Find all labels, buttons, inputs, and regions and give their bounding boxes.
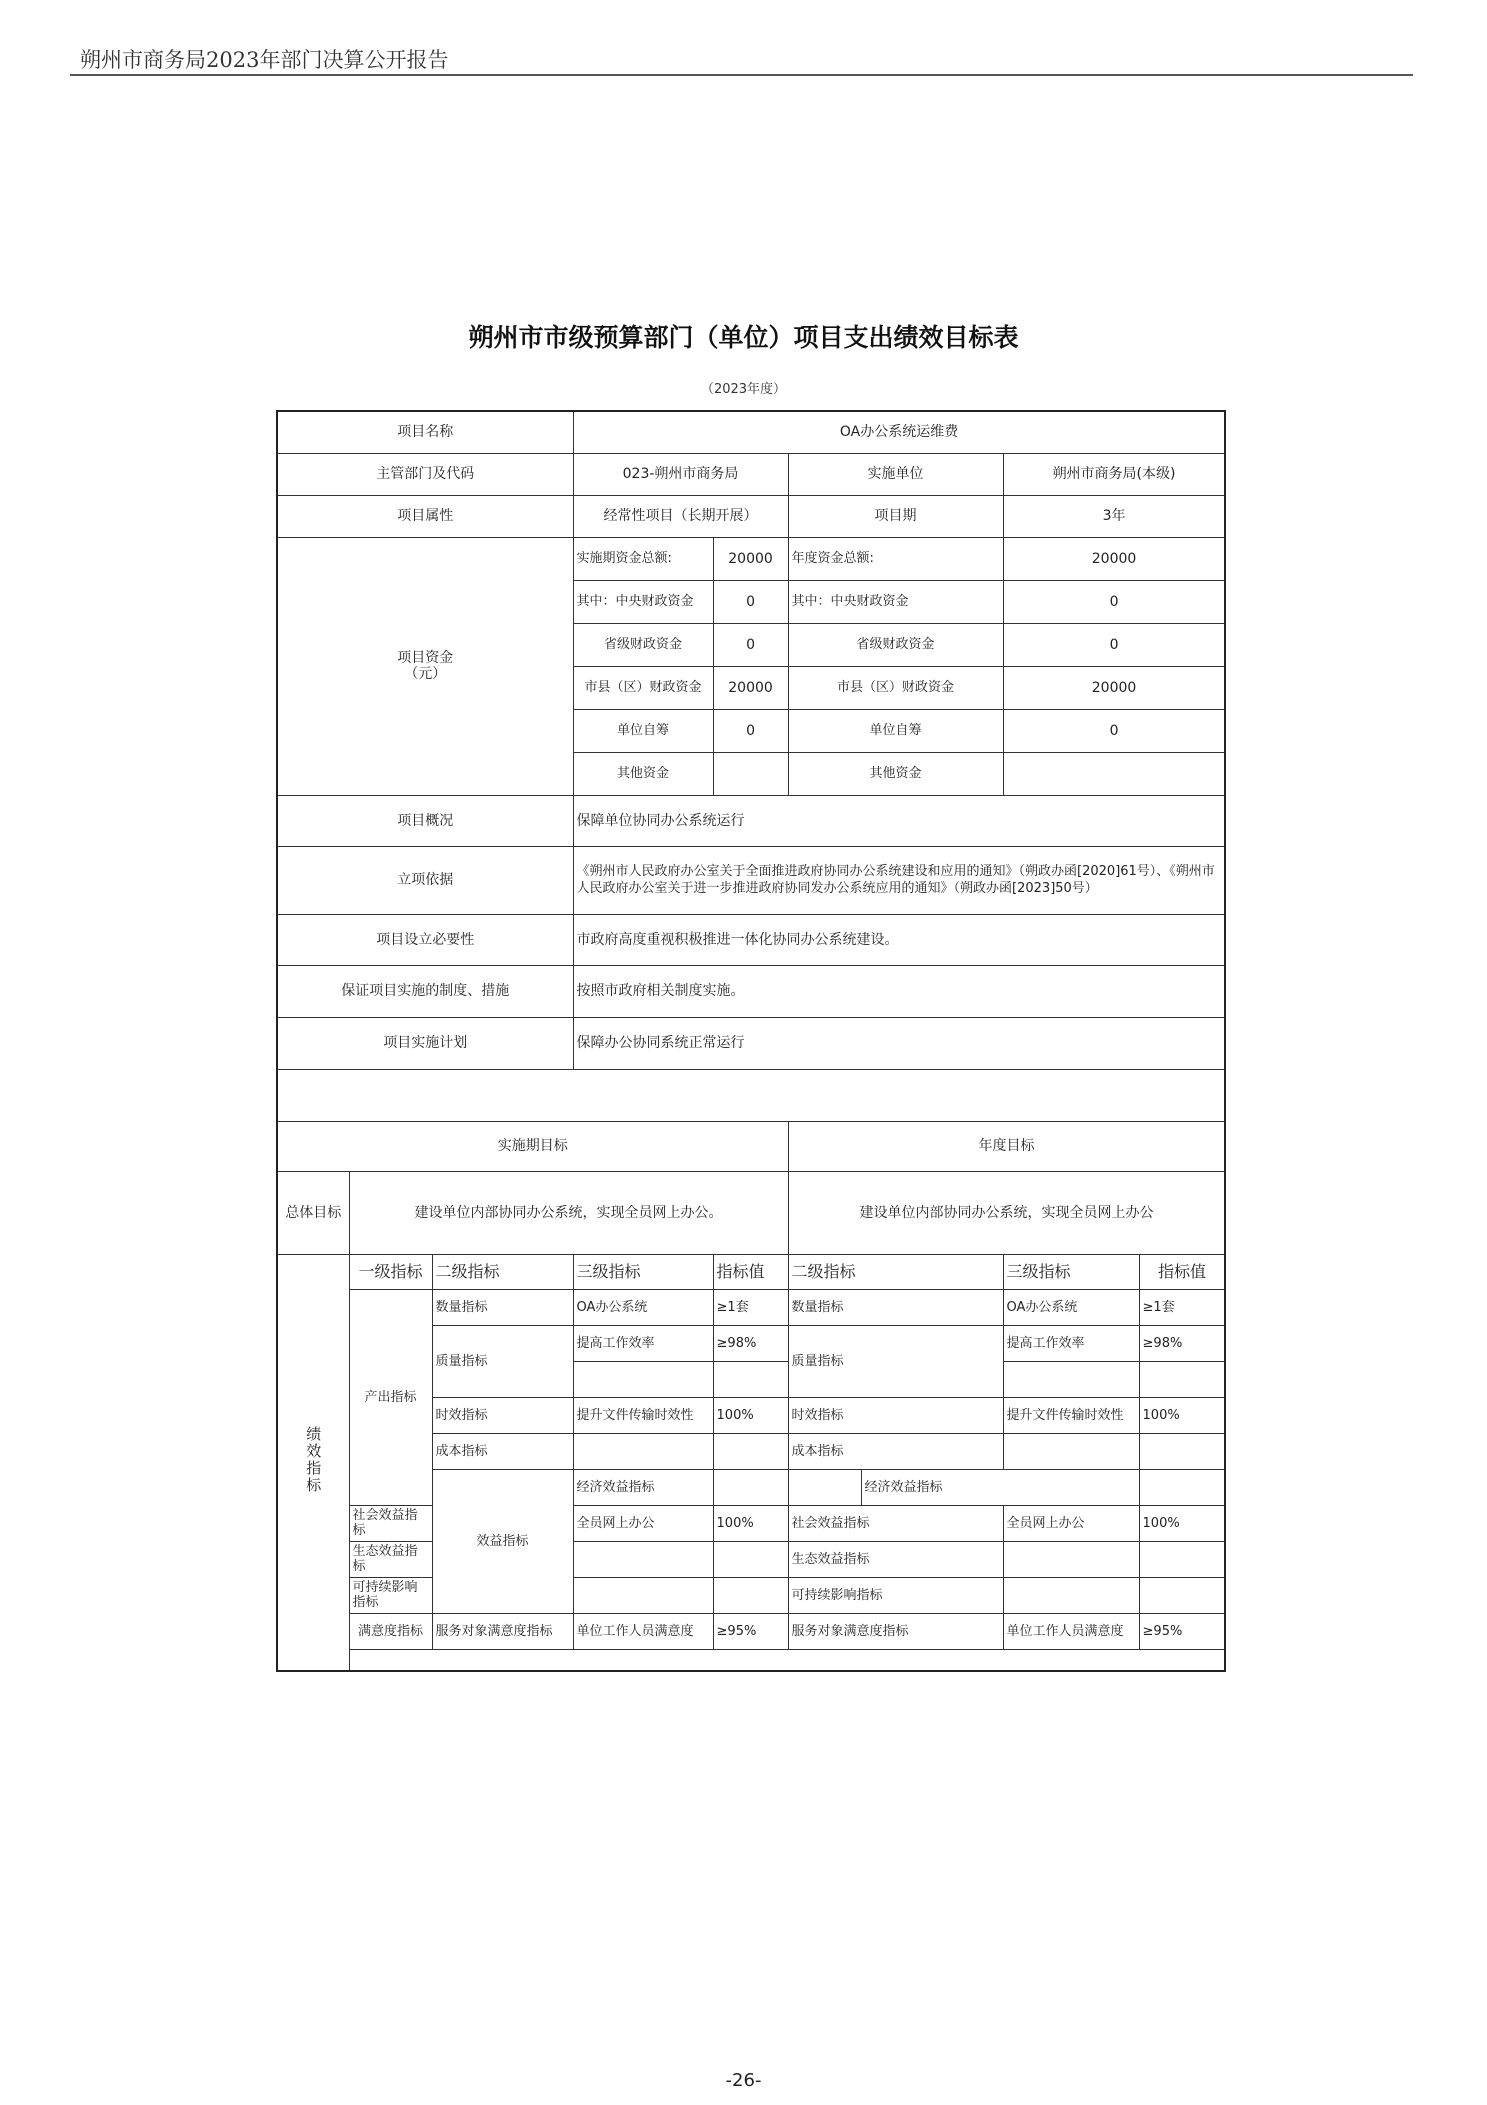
ecological-p3	[573, 1541, 713, 1577]
fund-value-total-annual: 20000	[1003, 537, 1225, 580]
row-overall-goal	[277, 1171, 1225, 1254]
period-goal-header: 实施期目标	[277, 1121, 788, 1171]
plan-label: 项目实施计划	[277, 1017, 573, 1069]
indicator-row-sustainable	[277, 1577, 1225, 1613]
project-name-value: OA办公系统运维费	[573, 411, 1225, 453]
indicators-side-text: 绩效指标	[304, 1426, 323, 1495]
fund-label-central: 其中：中央财政资金	[573, 580, 713, 623]
timeliness-p3: 提升文件传输时效性	[573, 1397, 713, 1433]
quantity-a3: OA办公系统	[1003, 1289, 1139, 1325]
row-measures	[277, 965, 1225, 1017]
measures-value: 按照市政府相关制度实施。	[573, 965, 1225, 1017]
social-a2: 社会效益指标	[788, 1505, 1003, 1541]
timeliness-pv: 100%	[713, 1397, 788, 1433]
quality-p2: 质量指标	[432, 1325, 573, 1397]
row-basis	[277, 846, 1225, 914]
sustainable-a3	[1003, 1577, 1139, 1613]
indicator-row-quantity	[277, 1289, 1225, 1325]
fund-label-central-annual: 其中：中央财政资金	[788, 580, 1003, 623]
impl-unit-label: 实施单位	[788, 453, 1003, 495]
ecological-a3	[1003, 1541, 1139, 1577]
fund-value-provincial-annual: 0	[1003, 623, 1225, 666]
row-plan	[277, 1017, 1225, 1069]
row-goal-headers	[277, 1121, 1225, 1171]
basis-value: 《朔州市人民政府办公室关于全面推进政府协同办公系统建设和应用的通知》（朔政办函[2020]61号）、《朔州市人民政府办公室关于进一步推进政府协同发办公系统应用的通知》（朔政办函[2023]50号）	[573, 846, 1225, 914]
quality-av: ≥98%	[1139, 1325, 1225, 1361]
timeliness-av: 100%	[1139, 1397, 1225, 1433]
attr-value: 经常性项目（长期开展）	[573, 495, 788, 537]
col-value-period: 指标值	[713, 1254, 788, 1289]
indicator-row-satisfaction	[277, 1613, 1225, 1649]
blank-cell	[277, 1069, 1225, 1121]
economic-p3	[713, 1469, 788, 1505]
social-a3: 全员网上办公	[1003, 1505, 1139, 1541]
fund-value-self-annual: 0	[1003, 709, 1225, 752]
dept-label: 主管部门及代码	[277, 453, 573, 495]
row-overview	[277, 795, 1225, 846]
annual-goal-header: 年度目标	[788, 1121, 1225, 1171]
fund-label-provincial-annual: 省级财政资金	[788, 623, 1003, 666]
necessity-label: 项目设立必要性	[277, 914, 573, 965]
social-p3: 全员网上办公	[573, 1505, 713, 1541]
quality-a3: 提高工作效率	[1003, 1325, 1139, 1361]
indicator-row-social	[277, 1505, 1225, 1541]
sustainable-p2: 可持续影响指标	[349, 1577, 432, 1613]
fund-label-other-annual: 其他资金	[788, 752, 1003, 795]
cost-p3	[573, 1433, 713, 1469]
satisfaction-pv: ≥95%	[713, 1613, 788, 1649]
page-number: -26-	[725, 2070, 762, 2091]
quality-p3: 提高工作效率	[573, 1325, 713, 1361]
sustainable-av	[1139, 1577, 1225, 1613]
necessity-value: 市政府高度重视积极推进一体化协同办公系统建设。	[573, 914, 1225, 965]
col-level3-period: 三级指标	[573, 1254, 713, 1289]
document-title: 朔州市市级预算部门（单位）项目支出绩效目标表	[468, 323, 1019, 352]
funds-label-line1: 项目资金	[397, 650, 454, 666]
fund-value-other-annual	[1003, 752, 1225, 795]
measures-label: 保证项目实施的制度、措施	[277, 965, 573, 1017]
col-level3-annual: 三级指标	[1003, 1254, 1139, 1289]
quantity-pv: ≥1套	[713, 1289, 788, 1325]
quality-pv: ≥98%	[713, 1325, 788, 1361]
sustainable-a2: 可持续影响指标	[788, 1577, 1003, 1613]
fund-value-provincial: 0	[713, 623, 788, 666]
satisfaction-av: ≥95%	[1139, 1613, 1225, 1649]
col-value-annual: 指标值	[1139, 1254, 1225, 1289]
cost-p2: 成本指标	[432, 1433, 573, 1469]
attr-label: 项目属性	[277, 495, 573, 537]
period-label: 项目期	[788, 495, 1003, 537]
social-av: 100%	[1139, 1505, 1225, 1541]
period-goal-text: 建设单位内部协同办公系统，实现全员网上办公。	[349, 1171, 788, 1254]
row-blank	[277, 1069, 1225, 1121]
fund-label-total-annual: 年度资金总额:	[788, 537, 1003, 580]
annual-goal-text: 建设单位内部协同办公系统，实现全员网上办公	[788, 1171, 1225, 1254]
fund-label-self-annual: 单位自筹	[788, 709, 1003, 752]
fund-label-provincial: 省级财政资金	[573, 623, 713, 666]
basis-label: 立项依据	[277, 846, 573, 914]
fund-value-self: 0	[713, 709, 788, 752]
sustainable-pv	[713, 1577, 788, 1613]
satisfaction-p3: 单位工作人员满意度	[573, 1613, 713, 1649]
indicator-row-ecological	[277, 1541, 1225, 1577]
row-project-name	[277, 411, 1225, 453]
dept-value: 023-朔州市商务局	[573, 453, 788, 495]
table-end-cell	[349, 1649, 1225, 1671]
plan-value: 保障办公协同系统正常运行	[573, 1017, 1225, 1069]
sustainable-p3	[573, 1577, 713, 1613]
ecological-av	[1139, 1541, 1225, 1577]
satisfaction-p2: 服务对象满意度指标	[432, 1613, 573, 1649]
indicators-side-label	[277, 1254, 349, 1671]
economic-pv	[788, 1469, 861, 1505]
quantity-p3: OA办公系统	[573, 1289, 713, 1325]
funds-label	[277, 537, 573, 795]
ecological-a2: 生态效益指标	[788, 1541, 1003, 1577]
economic-a3	[1139, 1469, 1225, 1505]
fund-label-self: 单位自筹	[573, 709, 713, 752]
fund-value-municipal: 20000	[713, 666, 788, 709]
quality-blank-av	[1139, 1361, 1225, 1397]
funds-row	[277, 537, 1225, 580]
fund-value-municipal-annual: 20000	[1003, 666, 1225, 709]
col-level1: 一级指标	[349, 1254, 432, 1289]
quantity-av: ≥1套	[1139, 1289, 1225, 1325]
cost-av	[1139, 1433, 1225, 1469]
overview-value: 保障单位协同办公系统运行	[573, 795, 1225, 846]
group-benefit: 效益指标	[432, 1469, 573, 1613]
social-p2: 社会效益指标	[349, 1505, 432, 1541]
fund-value-central: 0	[713, 580, 788, 623]
economic-p2: 经济效益指标	[573, 1469, 713, 1505]
satisfaction-a3: 单位工作人员满意度	[1003, 1613, 1139, 1649]
timeliness-a2: 时效指标	[788, 1397, 1003, 1433]
impl-unit-value: 朔州市商务局(本级)	[1003, 453, 1225, 495]
quality-a2: 质量指标	[788, 1325, 1003, 1397]
cost-a3	[1003, 1433, 1139, 1469]
row-indicator-headers	[277, 1254, 1225, 1289]
ecological-p2: 生态效益指标	[349, 1541, 432, 1577]
row-attribute	[277, 495, 1225, 537]
overall-goal-label: 总体目标	[277, 1171, 349, 1254]
social-pv: 100%	[713, 1505, 788, 1541]
header-rule	[70, 74, 1413, 76]
satisfaction-a2: 服务对象满意度指标	[788, 1613, 1003, 1649]
quality-blank-a3	[1003, 1361, 1139, 1397]
quantity-a2: 数量指标	[788, 1289, 1003, 1325]
funds-label-line2: （元）	[404, 666, 447, 682]
fund-label-municipal-annual: 市县（区）财政资金	[788, 666, 1003, 709]
fund-label-municipal: 市县（区）财政资金	[573, 666, 713, 709]
performance-goal-table	[276, 410, 1226, 1672]
col-level2-annual: 二级指标	[788, 1254, 1003, 1289]
timeliness-p2: 时效指标	[432, 1397, 573, 1433]
economic-a2: 经济效益指标	[861, 1469, 1139, 1505]
row-table-end	[277, 1649, 1225, 1671]
fund-label-other: 其他资金	[573, 752, 713, 795]
overview-label: 项目概况	[277, 795, 573, 846]
cost-pv	[713, 1433, 788, 1469]
period-value: 3年	[1003, 495, 1225, 537]
cost-a2: 成本指标	[788, 1433, 1003, 1469]
row-necessity	[277, 914, 1225, 965]
fund-value-other	[713, 752, 788, 795]
row-department	[277, 453, 1225, 495]
timeliness-a3: 提升文件传输时效性	[1003, 1397, 1139, 1433]
ecological-pv	[713, 1541, 788, 1577]
quality-blank-pv	[713, 1361, 788, 1397]
fund-value-total-period: 20000	[713, 537, 788, 580]
group-output: 产出指标	[349, 1289, 432, 1505]
document-year: （2023年度）	[700, 382, 787, 397]
fund-value-central-annual: 0	[1003, 580, 1225, 623]
col-level2-period: 二级指标	[432, 1254, 573, 1289]
quality-blank-p3	[573, 1361, 713, 1397]
group-satisfaction: 满意度指标	[349, 1613, 432, 1649]
running-header: 朔州市商务局2023年部门决算公开报告	[80, 48, 449, 72]
fund-label-total-period: 实施期资金总额:	[573, 537, 713, 580]
project-name-label: 项目名称	[277, 411, 573, 453]
quantity-p2: 数量指标	[432, 1289, 573, 1325]
